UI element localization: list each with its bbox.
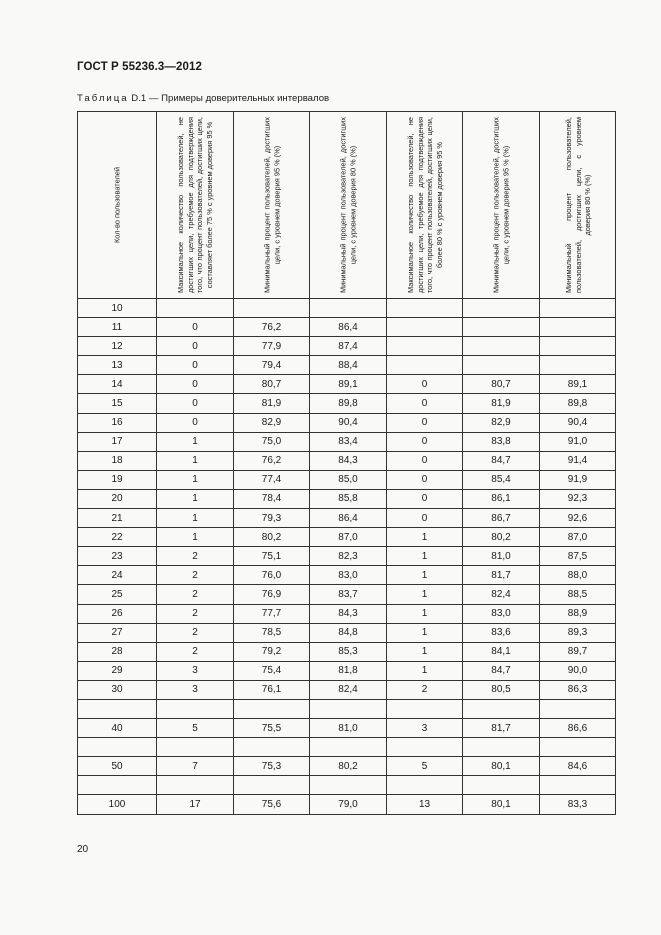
table-row	[78, 509, 616, 528]
table-cell: 82,3	[310, 547, 387, 566]
table-cell: 30	[78, 680, 157, 699]
table-cell: 75,1	[234, 547, 310, 566]
table-cell: 1	[387, 604, 463, 623]
table-cell: 80,7	[234, 375, 310, 394]
table-row	[78, 413, 616, 432]
table-cell: 13	[387, 795, 463, 814]
table-cell: 81,0	[463, 547, 540, 566]
header-min-pct-80-a: Минимальный процент пользователей, достигших цели, с уровнем доверия 80 % (%)	[338, 117, 357, 293]
table-cell: 16	[78, 413, 157, 432]
table-cell: 90,4	[540, 413, 616, 432]
table-cell: 86,7	[463, 509, 540, 528]
header-cell	[540, 112, 616, 299]
table-cell: 1	[387, 528, 463, 547]
table-cell: 91,4	[540, 451, 616, 470]
table-cell: 76,0	[234, 566, 310, 585]
table-cell: 1	[387, 566, 463, 585]
table-cell: 1	[387, 547, 463, 566]
table-cell: 75,5	[234, 719, 310, 738]
table-cell	[234, 776, 310, 795]
table-cell	[387, 318, 463, 337]
table-cell: 81,7	[463, 566, 540, 585]
table-header-row	[78, 112, 616, 299]
table-cell: 1	[157, 432, 234, 451]
table-cell: 3	[157, 680, 234, 699]
table-cell: 79,4	[234, 356, 310, 375]
table-cell: 24	[78, 566, 157, 585]
table-caption	[77, 93, 329, 104]
header-min-pct-80-b: Минимальный процент пользователей, пользователей, достигших цели, с уровнем доверия 80 % (%)	[563, 117, 592, 293]
table-cell: 89,1	[310, 375, 387, 394]
header-max-failures-75: Максимальное количество пользователей, не достигших цели, требуемое для подтверждения того, что процент пользователей, достигших цели, составляет более 75 % с уровнем доверия 95 %	[176, 117, 214, 293]
table-cell: 0	[387, 489, 463, 508]
table-cell: 3	[387, 719, 463, 738]
table-row	[78, 375, 616, 394]
table-cell: 89,8	[310, 394, 387, 413]
document-code: ГОСТ Р 55236.3—2012	[77, 61, 202, 73]
table-cell	[463, 299, 540, 318]
table-cell: 82,4	[463, 585, 540, 604]
table-cell	[310, 738, 387, 757]
table-cell	[387, 738, 463, 757]
table-cell: 7	[157, 757, 234, 776]
table-cell: 79,0	[310, 795, 387, 814]
table-cell	[540, 337, 616, 356]
table-row	[78, 680, 616, 699]
table-cell	[463, 318, 540, 337]
table-cell	[463, 337, 540, 356]
table-cell	[463, 699, 540, 718]
table-cell: 19	[78, 470, 157, 489]
table-cell: 1	[157, 528, 234, 547]
table-cell: 0	[387, 413, 463, 432]
table-cell: 85,3	[310, 642, 387, 661]
table-cell: 84,6	[540, 757, 616, 776]
confidence-interval-table	[77, 111, 616, 815]
table-cell: 80,2	[310, 757, 387, 776]
table-cell: 81,9	[463, 394, 540, 413]
table-cell: 40	[78, 719, 157, 738]
table-cell: 1	[157, 470, 234, 489]
table-caption-text: D.1 — Примеры доверительных интервалов	[131, 93, 330, 104]
table-row	[78, 489, 616, 508]
table-cell: 84,8	[310, 623, 387, 642]
table-cell: 79,3	[234, 509, 310, 528]
table-cell: 80,1	[463, 757, 540, 776]
table-cell: 1	[387, 585, 463, 604]
table-cell	[157, 738, 234, 757]
table-cell: 75,4	[234, 661, 310, 680]
table-cell: 80,5	[463, 680, 540, 699]
table-cell: 79,2	[234, 642, 310, 661]
header-cell	[463, 112, 540, 299]
table-row	[78, 318, 616, 337]
table-cell	[463, 356, 540, 375]
table-cell: 82,9	[463, 413, 540, 432]
table-cell: 86,3	[540, 680, 616, 699]
table-cell: 77,7	[234, 604, 310, 623]
table-row	[78, 776, 616, 795]
table-cell: 22	[78, 528, 157, 547]
table-cell: 89,8	[540, 394, 616, 413]
table-row	[78, 451, 616, 470]
header-cell	[78, 112, 157, 299]
table-row	[78, 623, 616, 642]
table-cell: 2	[157, 585, 234, 604]
header-min-pct-95-a: Минимальный процент пользователей, достигших цели, с уровнем доверия 95 % (%)	[262, 117, 281, 293]
table-cell	[157, 299, 234, 318]
header-cell	[234, 112, 310, 299]
table-cell: 26	[78, 604, 157, 623]
table-cell: 88,0	[540, 566, 616, 585]
table-cell: 80,1	[463, 795, 540, 814]
table-cell: 5	[157, 719, 234, 738]
table-cell: 77,9	[234, 337, 310, 356]
table-cell: 17	[78, 432, 157, 451]
table-caption-label: Таблица	[77, 93, 129, 104]
table-cell: 88,4	[310, 356, 387, 375]
table-body	[78, 299, 616, 815]
table-cell: 0	[157, 356, 234, 375]
table-cell: 2	[157, 604, 234, 623]
table-cell: 13	[78, 356, 157, 375]
table-cell: 0	[387, 394, 463, 413]
table-cell: 0	[157, 375, 234, 394]
table-cell: 11	[78, 318, 157, 337]
table-cell: 85,8	[310, 489, 387, 508]
table-cell: 28	[78, 642, 157, 661]
table-cell: 89,3	[540, 623, 616, 642]
table-cell: 83,4	[310, 432, 387, 451]
table-cell: 76,2	[234, 318, 310, 337]
table-cell: 86,4	[310, 509, 387, 528]
table-cell: 2	[157, 566, 234, 585]
table-cell: 83,6	[463, 623, 540, 642]
table-cell: 91,0	[540, 432, 616, 451]
table-cell: 76,9	[234, 585, 310, 604]
table-cell	[157, 776, 234, 795]
table-cell: 3	[157, 661, 234, 680]
table-cell: 86,1	[463, 489, 540, 508]
table-row	[78, 356, 616, 375]
table-cell	[387, 776, 463, 795]
table-cell	[234, 699, 310, 718]
table-cell: 29	[78, 661, 157, 680]
table-cell	[387, 699, 463, 718]
table-cell: 2	[157, 642, 234, 661]
table-cell: 84,7	[463, 661, 540, 680]
table-cell: 83,0	[463, 604, 540, 623]
table-row	[78, 299, 616, 318]
table-row	[78, 585, 616, 604]
table-row	[78, 547, 616, 566]
table-row	[78, 432, 616, 451]
table-cell: 0	[387, 509, 463, 528]
table-cell: 17	[157, 795, 234, 814]
table-cell: 80,2	[463, 528, 540, 547]
table-cell: 5	[387, 757, 463, 776]
table-row	[78, 642, 616, 661]
header-cell	[387, 112, 463, 299]
table-row	[78, 757, 616, 776]
table-row	[78, 795, 616, 814]
table-row	[78, 394, 616, 413]
table-cell: 2	[387, 680, 463, 699]
table-cell: 83,3	[540, 795, 616, 814]
table-cell: 2	[157, 623, 234, 642]
table-cell: 0	[157, 394, 234, 413]
table-cell	[310, 699, 387, 718]
table-cell: 0	[387, 451, 463, 470]
header-cell	[157, 112, 234, 299]
table-cell: 15	[78, 394, 157, 413]
table-cell: 92,3	[540, 489, 616, 508]
table-cell	[310, 299, 387, 318]
table-cell: 10	[78, 299, 157, 318]
table-cell	[540, 738, 616, 757]
table-row	[78, 566, 616, 585]
table-cell: 1	[387, 623, 463, 642]
table-cell: 78,5	[234, 623, 310, 642]
table-cell: 23	[78, 547, 157, 566]
table-cell	[78, 776, 157, 795]
table-row	[78, 661, 616, 680]
table-cell: 1	[157, 489, 234, 508]
table-cell: 81,9	[234, 394, 310, 413]
table-cell: 83,8	[463, 432, 540, 451]
table-row	[78, 719, 616, 738]
table-cell: 81,0	[310, 719, 387, 738]
table-cell	[540, 299, 616, 318]
table-cell: 89,1	[540, 375, 616, 394]
table-cell: 75,3	[234, 757, 310, 776]
table-row	[78, 337, 616, 356]
table-cell: 81,7	[463, 719, 540, 738]
table-cell: 12	[78, 337, 157, 356]
table-cell: 27	[78, 623, 157, 642]
table-cell: 87,0	[540, 528, 616, 547]
table-cell	[540, 356, 616, 375]
table-cell: 82,4	[310, 680, 387, 699]
table-cell: 1	[387, 642, 463, 661]
table-cell: 84,1	[463, 642, 540, 661]
table-row	[78, 470, 616, 489]
table-cell: 1	[387, 661, 463, 680]
table-row	[78, 699, 616, 718]
table-cell: 20	[78, 489, 157, 508]
table-cell: 83,7	[310, 585, 387, 604]
table-cell	[387, 337, 463, 356]
table-cell	[78, 738, 157, 757]
table-cell: 0	[387, 470, 463, 489]
table-cell: 21	[78, 509, 157, 528]
table-cell	[540, 318, 616, 337]
table-cell: 77,4	[234, 470, 310, 489]
table-cell: 75,0	[234, 432, 310, 451]
table-cell: 14	[78, 375, 157, 394]
table-cell: 86,6	[540, 719, 616, 738]
table-cell	[387, 299, 463, 318]
table-cell: 84,3	[310, 604, 387, 623]
table-cell: 81,8	[310, 661, 387, 680]
table-cell: 2	[157, 547, 234, 566]
table-cell	[234, 738, 310, 757]
table-cell: 87,4	[310, 337, 387, 356]
table-cell: 78,4	[234, 489, 310, 508]
table-row	[78, 604, 616, 623]
table-cell	[157, 699, 234, 718]
table-cell: 1	[157, 451, 234, 470]
table-cell: 89,7	[540, 642, 616, 661]
table-cell: 1	[157, 509, 234, 528]
table-cell: 87,0	[310, 528, 387, 547]
table-cell: 85,0	[310, 470, 387, 489]
table-cell: 80,7	[463, 375, 540, 394]
table-cell: 82,9	[234, 413, 310, 432]
table-cell: 0	[157, 318, 234, 337]
table-cell	[463, 776, 540, 795]
table-cell	[540, 699, 616, 718]
table-cell: 84,3	[310, 451, 387, 470]
table-cell: 0	[157, 337, 234, 356]
table-cell: 87,5	[540, 547, 616, 566]
table-row	[78, 528, 616, 547]
table-row	[78, 738, 616, 757]
table-cell: 50	[78, 757, 157, 776]
table-cell	[310, 776, 387, 795]
table-cell	[78, 699, 157, 718]
table-cell: 100	[78, 795, 157, 814]
header-min-pct-95-b: Минимальный процент пользователей, достигших цели, с уровнем доверия 95 % (%)	[491, 117, 510, 293]
table-cell	[463, 738, 540, 757]
table-cell: 75,6	[234, 795, 310, 814]
table-cell: 86,4	[310, 318, 387, 337]
header-cell	[310, 112, 387, 299]
table-cell: 91,9	[540, 470, 616, 489]
table-cell: 83,0	[310, 566, 387, 585]
page-number: 20	[77, 844, 89, 855]
table-cell: 25	[78, 585, 157, 604]
table-cell: 92,6	[540, 509, 616, 528]
table-cell: 80,2	[234, 528, 310, 547]
table-cell: 0	[387, 375, 463, 394]
table-cell	[540, 776, 616, 795]
table-cell	[234, 299, 310, 318]
table-cell: 18	[78, 451, 157, 470]
table-cell: 0	[387, 432, 463, 451]
table-cell: 90,0	[540, 661, 616, 680]
table-cell: 84,7	[463, 451, 540, 470]
header-max-failures-80: Максимальное количество пользователей, не достигших цели, требуемое для подтверждения того, что процент пользователей, достигших цели, более 80 % с уровнем доверия 95 %	[405, 117, 443, 293]
table-cell: 88,5	[540, 585, 616, 604]
table-cell: 76,2	[234, 451, 310, 470]
table-cell: 88,9	[540, 604, 616, 623]
table-cell: 90,4	[310, 413, 387, 432]
table-cell	[387, 356, 463, 375]
header-user-count: Кол-во пользователей	[112, 166, 122, 244]
table-cell: 76,1	[234, 680, 310, 699]
table-cell: 0	[157, 413, 234, 432]
table-cell: 85,4	[463, 470, 540, 489]
